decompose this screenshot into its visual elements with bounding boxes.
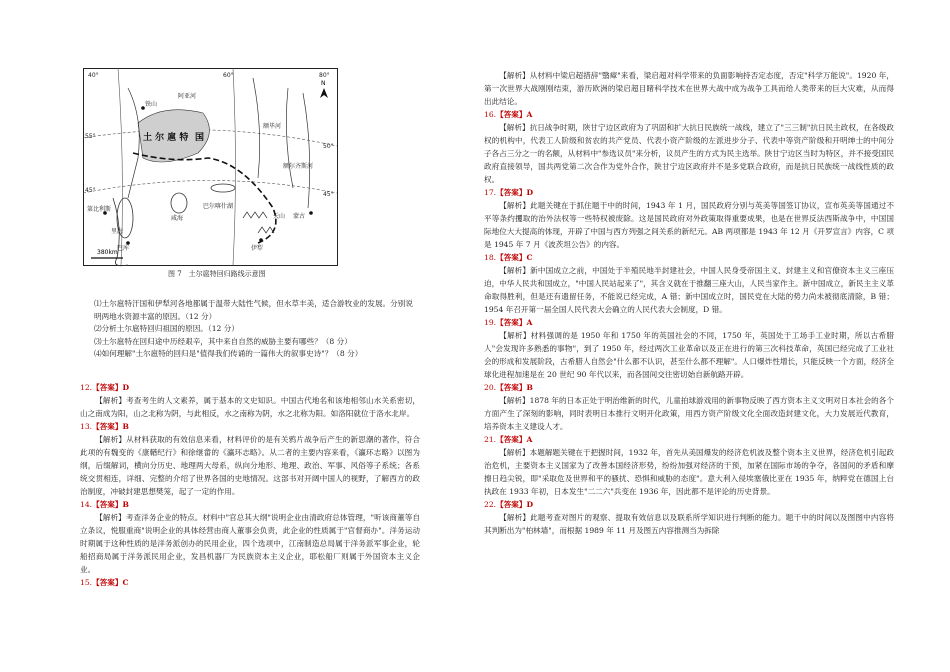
map-label: 天山 [273, 213, 286, 220]
question-item: ⑷如何理解"土尔扈特的回归是"值得我们传诵的一篇伟大的叙事史诗"？（8 分） [94, 349, 363, 358]
explanation: 【解析】从材料获取的有效信息来看，材料评价的是有关鸦片战争后产生的新思潮的著作，符合此项的有魏变的《康輶纪行》和徐继畲的《瀛环志略》。从二者的主要内容来看，《瀛环志略》以图为纲，后缀解词，横向分历史、地理两大母系，纵向分地形、地理、政治、军事、风俗等子系统；各系统交贯相连，详细、完整的介绍了世界各国的史地情况。这部书对开阔中国人的视野，了解西方的政治制度，冲破封建思想樊笼，起了一定的作用。 [80, 435, 420, 496]
route-map [83, 68, 338, 289]
answer-line [484, 498, 894, 511]
answer-tag: 【答案】D [92, 383, 130, 392]
answer-tag: 【答案】B [496, 383, 533, 392]
explanation: 【解析】材料强调的是 1950 年和 1750 年的英国社会的不同，1750 年，英国处于工场手工业时期，所以古希腊人"会发现许多熟悉的事物"，到了 1950 年，经过两次工业革命以及正在进行的第三次科技革命，英国已经完成了工业社会的形成和发展阶段，古希腊人自然会"什么都不认识，甚至什么都不理解"。人口爆炸性增长，只能反映一个方面，经济全球化进程加速是在 20 世纪 90 年代以来，而各国间交往密切始自新航路开辟。 [484, 331, 894, 379]
right-answers [484, 69, 894, 537]
answer-line [484, 251, 894, 264]
explanation: 【解析】新中国成立之前，中国处于半殖民地半封建社会，中国人民身受帝国主义、封建主义和官僚资本主义三座压迫，中华人民共和国成立，"中国人民站起来了"，其含义就在于推翻三座大山，人民当家作主。新中国成立，新民主主义革命取得胜利，但是还有遗留任务，不能说已经完成，A 错；新中国成立时，国民党在大陆的势力尚未被彻底清除，B 错；1954 年召开第一届全国人民代表大会确立的人民代表大会制度，D 错。 [484, 266, 894, 314]
map-label: 阿亚河 [178, 93, 197, 100]
map-label: 巴尔喀什湖 [203, 203, 234, 210]
map-label: 第比利斯 [87, 206, 112, 213]
answer-tag: 【答案】A [496, 318, 533, 327]
map-label: 额尔齐斯河 [283, 163, 314, 170]
explanation: 【解析】此题考查对图片的观察、提取有效信息以及联系所学知识进行判断的能力。题干中的时间以及图图中内容将其判断出为"柏林墙"，而根据 1989 年 11 月及图五内容推测当为拆除 [484, 513, 894, 535]
map-label: 60° [223, 72, 234, 79]
explanation: 【解析】考查考生的人文素养，属于基本的文史知识。中国古代地名和该地相邻山水关系密切，山之南成为阳，山之北称为阴，与此相反，水之南称为阴，水之北称为阳。如洛阳就位于洛水北岸。 [80, 396, 420, 418]
answer-line [484, 433, 894, 446]
explanation: 【解析】本题解题关键在于把握时间，1932 年，首先从美国爆发的经济危机波及整个资本主义世界，经济危机引起政治危机，主要资本主义国家为了改善本国经济形势，纷纷加强对经济的干预，加紧在国际市场的争夺，各国间的矛盾和摩擦日趋尖锐，即"采取危及世界和平的骚扰、恐惧和威胁的态度"。意大利入侵埃塞俄比亚在 1935 年，纳粹党在德国上台执政在 1933 年初，日本发生"二二六"兵变在 1936 年，因此都不是评论的历史背景。 [484, 448, 894, 496]
route-map-svg [83, 68, 338, 289]
answer-tag: 【答案】D [496, 500, 534, 509]
answer-number: 14. [80, 500, 93, 509]
answer-number: 18. [484, 253, 497, 262]
answer-tag: 【答案】D [496, 188, 534, 197]
map-label: 80° [319, 72, 330, 79]
answer-tag: 【答案】C [496, 253, 533, 262]
answer-tag: 【答案】B [92, 500, 129, 509]
explanation: 【解析】从材料中梁启超措辞"翳瘴"来看，梁启超对科学带来的负面影响持否定态度，否定"科学万能说"。1920 年，第一次世界大战刚刚结束，游历欧洲的梁启超目睹科学技术在世界大战中成为战争工具而给人类带来的巨大灾难，从而得出此结论。 [484, 71, 894, 106]
map-label: 巴库 [117, 245, 130, 252]
answer-line [80, 498, 420, 511]
explanation: 【解析】考查洋务企业的特点。材料中"官总其大纲"说明企业由清政府总体管理，"听该商董等自立条议，悦服重商"说明企业的具体经营由商人董事会负责，此企业的性质属于"官督商办"。洋务运动时期属于这种性质的是洋务派创办的民用企业，四个选项中，江南制造总局属于洋务派军事企业，轮船招商局属于洋务派民用企业，发昌机器厂为民族资本主义企业，耶松船厂则属于外国资本主义企业。 [80, 513, 420, 574]
scale-label: 380km [97, 249, 118, 256]
answer-number: 13. [80, 422, 93, 431]
answer-number: 22. [484, 500, 497, 509]
explanation: 【解析】抗日战争时期，陕甘宁边区政府为了巩固和扩大抗日民族统一战线，建立了"三三制"抗日民主政权，在各级政权的机构中，代表工人阶级和贫农的共产党员、代表小资产阶级的左派进步分子、代表中等资产阶级和开明绅士的中间分子各占三分之一的名额，从材料中"参选议员"来分析，议员产生的方式为民主选举。陕甘宁边区当时为特区，并不接受国民政府直接领导，国共两党第二次合作为党外合作，陕甘宁边区政府并不是多党联合政府，而是抗日民族统一战线性质的政权。 [484, 123, 894, 184]
answer-line [80, 381, 420, 394]
map-label: 50° [323, 143, 334, 150]
map-label: 里海 [111, 228, 124, 235]
question-item: ⑵分析土尔扈特回归祖国的原因。（12 分） [94, 324, 239, 333]
map-label: 55° [85, 133, 96, 140]
answer-tag: 【答案】C [92, 578, 129, 587]
map-label: 铁山 [145, 101, 158, 108]
left-answers [80, 381, 420, 589]
question-list [94, 298, 419, 361]
answer-number: 21. [484, 435, 497, 444]
question-item: ⑶土尔扈特在回归途中历经艰辛，其中来自自然的威胁主要有哪些？（8 分） [94, 336, 352, 346]
answer-number: 12. [80, 383, 93, 392]
map-label: 45° [323, 191, 334, 198]
answer-number: 15. [80, 578, 93, 587]
figure-caption: 图 7 土尔扈特回归路线示意图 [168, 270, 266, 278]
explanation: 【解析】此题关键在于抓住题干中的时间，1943 年 1 月，国民政府分别与英美等国签订协议，宣布英美等国通过不平等条约攫取的治外法权等一些特权被废除。这是国民政府对外政策取得重要成果，也是在世界反法西斯战争中，中国国际地位大大提高的体现，开辟了中国与西方列强之间关系的新纪元。AB 两项都是 1943 年 12 月《开罗宣言》内容，C 项是 1945 年 7 月《波茨坦公告》的内容。 [484, 201, 894, 249]
answer-line [484, 108, 894, 121]
answer-line [80, 576, 420, 589]
map-label: 国 [195, 133, 205, 143]
map-label: 咸海 [171, 215, 184, 222]
map-label: 蒙古 [293, 213, 306, 220]
map-label: 45° [85, 187, 96, 194]
question-item: ⑴土尔扈特汗国和伊犁河各地都属于温带大陆性气候，但水草丰美，适合游牧业的发展。分别说明两地水资源丰富的原因。（12 分） [94, 299, 413, 321]
map-label: 土 尔 扈 特 [143, 133, 189, 143]
city-dot [309, 211, 313, 215]
answer-number: 16. [484, 110, 497, 119]
map-label: 额毕河 [263, 123, 282, 130]
north-label: N [321, 80, 326, 87]
map-label: 伊犁 [251, 245, 264, 252]
answer-number: 19. [484, 318, 497, 327]
answer-number: 17. [484, 188, 497, 197]
answer-tag: 【答案】A [496, 110, 533, 119]
answer-line [484, 381, 894, 394]
answer-line [484, 186, 894, 199]
answer-line [80, 420, 420, 433]
answer-line [484, 316, 894, 329]
answer-tag: 【答案】B [92, 422, 129, 431]
answer-number: 20. [484, 383, 497, 392]
city-dot [259, 238, 263, 242]
answer-tag: 【答案】A [496, 435, 533, 444]
explanation: 【解析】1878 年的日本正处于明治维新的时代，儿童拍球游戏用的新事物反映了西方资本主义文明对日本社会的各个方面产生了深刻的影响，同时表明日本推行文明开化政策，用西方资产阶级文化全面改造封建文化，大力发展近代教育，培养资本主义建设人才。 [484, 396, 894, 431]
map-label: 40° [88, 72, 99, 79]
